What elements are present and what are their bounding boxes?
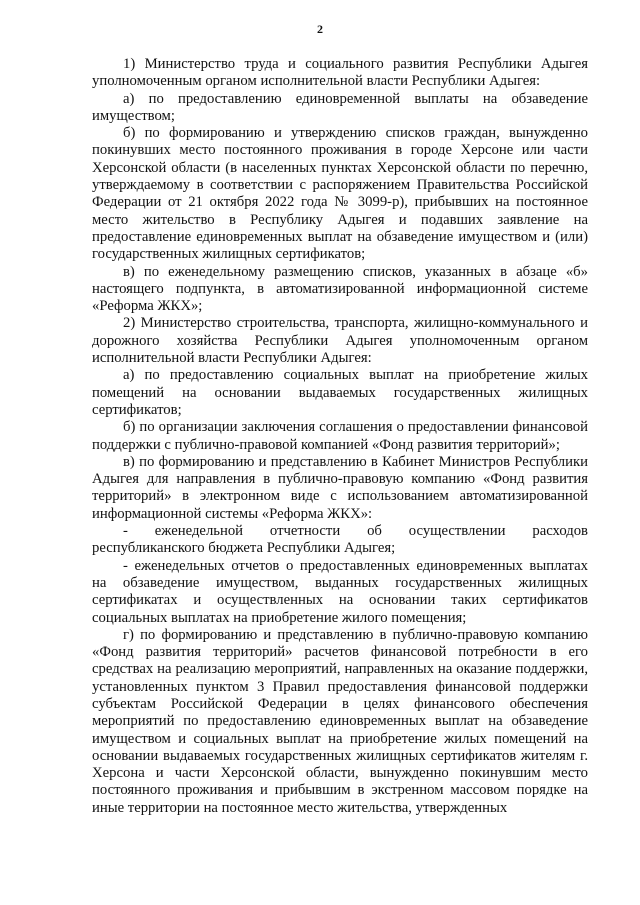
paragraph-2: 2) Министерство строительства, транспорта, жилищно-коммунального и дорожного хозяйства Республики Адыгея уполномоченным органом исполнительной власти Республики Адыгея: bbox=[92, 315, 588, 367]
paragraph-2c-dash-1: - еженедельной отчетности об осуществлении расходов республиканского бюджета Республики Адыгея; bbox=[92, 523, 588, 557]
paragraph-1: 1) Министерство труда и социального развития Республики Адыгея уполномоченным органом исполнительной власти Республики Адыгея: bbox=[92, 56, 588, 90]
paragraph-2a: а) по предоставлению социальных выплат на приобретение жилых помещений на основании выдаваемых государственных жилищных сертификатов; bbox=[92, 367, 588, 418]
paragraph-2b: б) по организации заключения соглашения о предоставлении финансовой поддержки с публично-правовой компанией «Фонд развития территорий»; bbox=[92, 419, 588, 453]
paragraph-1b: б) по формированию и утверждению списков граждан, вынужденно покинувших место постоянного проживания в городе Херсоне или части Херсонской области (в населенных пунктах Херсонской области по перечню, утверждаемому в соответствии с распоряжением Правительства Российской Федерации от 21 октября 2022 года № 3099-р), прибывших на постоянное место жительство в Республику Адыгея и подавших заявление на предоставление единовременных выплат на обзаведение имуществом и (или) государственных жилищных сертификатов; bbox=[92, 125, 588, 263]
paragraph-2c-dash-2: - еженедельных отчетов о предоставленных единовременных выплатах на обзаведение имуществом, выданных государственных жилищных сертификатах и осуществленных на основании таких сертификатов социальных выплатах на приобретение жилого помещения; bbox=[92, 557, 588, 626]
paragraph-1a: а) по предоставлению единовременной выплаты на обзаведение имуществом; bbox=[92, 90, 588, 124]
page-number: 2 bbox=[317, 22, 323, 36]
paragraph-1c: в) по еженедельному размещению списков, указанных в абзаце «б» настоящего подпункта, в автоматизированной информационной системе «Реформа ЖКХ»; bbox=[92, 263, 588, 315]
paragraph-2d: г) по формированию и представлению в публично-правовую компанию «Фонд развития территорий» расчетов финансовой потребности в его средствах на реализацию мероприятий, направленных на оказание поддержки, установленных пунктом 3 Правил предоставления финансовой поддержки субъектам Российской Федерации в целях финансового обеспечения мероприятий по предоставлению единовременных выплат на обзаведение имуществом и социальных выплат на приобретение жилых помещений на основании выдаваемых государственных жилищных сертификатов жителям г. Херсона и части Херсонской области, вынужденно покинувшим место постоянного проживания и прибывшим в экстренном массовом порядке на иные территории на постоянное место жительства, утвержденных bbox=[92, 626, 588, 816]
paragraph-2c: в) по формированию и представлению в Кабинет Министров Республики Адыгея для направления в публично-правовую компанию «Фонд развития территорий» в электронном виде с использованием автоматизированной информационной системы «Реформа ЖКХ»: bbox=[92, 453, 588, 522]
document-body bbox=[92, 56, 588, 817]
